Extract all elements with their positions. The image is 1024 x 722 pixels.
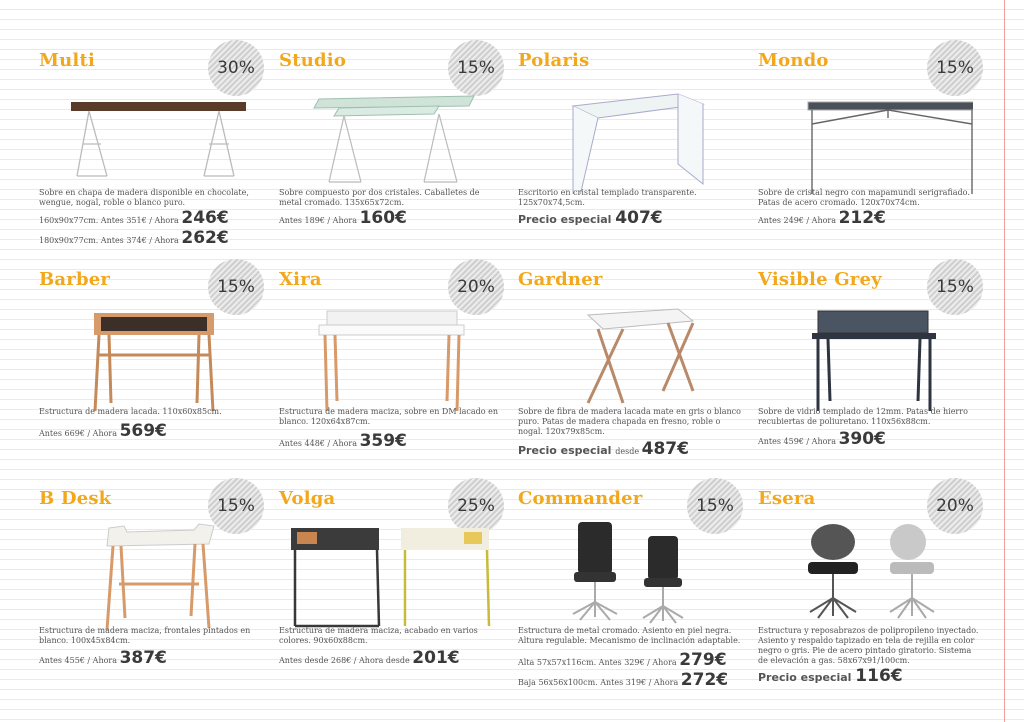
product-description: Estructura de madera maciza, sobre en DM lacado en blanco. 120x64x87cm.: [279, 407, 498, 426]
price-value: 272€: [680, 670, 729, 690]
product-title: Studio: [279, 50, 347, 71]
product-card-multi[interactable]: [39, 50, 264, 260]
price-block: [758, 208, 983, 228]
product-title: Mondo: [758, 50, 829, 71]
product-title: Volga: [279, 488, 336, 509]
price-value: 387€: [119, 648, 167, 668]
product-description: Estructura de madera maciza, acabado en varios colores. 90x60x88cm.: [279, 626, 478, 645]
product-card-visible-grey[interactable]: [758, 269, 983, 479]
product-card-b-desk[interactable]: [39, 488, 264, 698]
product-title: Polaris: [518, 50, 590, 71]
product-title: Visible Grey: [758, 269, 882, 290]
price-value: 212€: [838, 208, 886, 228]
desk-image: [528, 303, 733, 413]
price-value: 262€: [181, 228, 229, 248]
price-block: [518, 650, 743, 690]
product-title: Multi: [39, 50, 96, 71]
price-label: 160x90x77cm. Antes 351€ / Ahora: [39, 216, 182, 225]
price-value: 390€: [838, 429, 886, 449]
discount-text: 15%: [457, 58, 495, 78]
product-card-commander[interactable]: [518, 488, 743, 698]
discount-text: 25%: [457, 496, 495, 516]
price-label: Antes 459€ / Ahora: [758, 437, 839, 446]
desk-image: [768, 84, 973, 194]
product-card-polaris[interactable]: [518, 50, 743, 260]
product-title: Esera: [758, 488, 816, 509]
price-row: [518, 650, 743, 670]
discount-text: 30%: [217, 58, 255, 78]
product-title: B Desk: [39, 488, 112, 509]
product-card-esera[interactable]: [758, 488, 983, 698]
price-value: 201€: [412, 648, 460, 668]
discount-text: 15%: [217, 277, 255, 297]
price-label: Antes 455€ / Ahora: [39, 656, 120, 665]
price-value: 569€: [119, 421, 167, 441]
price-label: Alta 57x57x116cm. Antes 329€ / Ahora: [518, 658, 680, 667]
discount-text: 20%: [936, 496, 974, 516]
price-row: [39, 208, 264, 228]
product-description: Estructura de madera maciza, frontales pintados en blanco. 100x45x84cm.: [39, 626, 251, 645]
product-card-mondo[interactable]: [758, 50, 983, 260]
price-label: Baja 56x56x100cm. Antes 319€ / Ahora: [518, 678, 681, 687]
product-card-studio[interactable]: [279, 50, 504, 260]
price-row: [39, 421, 264, 441]
price-block: [279, 431, 504, 451]
product-card-volga[interactable]: [279, 488, 504, 698]
desk-image: [289, 84, 494, 194]
desk-image: [49, 522, 254, 632]
chair-image: [528, 522, 733, 632]
price-value: 487€: [641, 439, 689, 459]
special-price-label: Precio especial: [758, 671, 856, 684]
price-row: [758, 208, 983, 228]
price-value: 279€: [679, 650, 727, 670]
price-row: [39, 648, 264, 668]
desk-image: [528, 84, 733, 194]
discount-text: 20%: [457, 277, 495, 297]
price-value: 160€: [359, 208, 407, 228]
product-title: Barber: [39, 269, 111, 290]
price-block: [758, 666, 983, 686]
price-block: [518, 439, 743, 459]
discount-text: 15%: [936, 277, 974, 297]
price-label: Antes 448€ / Ahora: [279, 439, 360, 448]
price-value: 359€: [359, 431, 407, 451]
price-desde: desde: [615, 447, 642, 456]
price-row: [279, 208, 504, 228]
product-description: Estructura de madera lacada. 110x60x85cm.: [39, 407, 222, 416]
desk-image: [289, 522, 494, 632]
chair-image: [768, 522, 973, 632]
desk-image: [289, 303, 494, 413]
desk-image: [768, 303, 973, 413]
price-row: [518, 670, 743, 690]
price-row: [39, 228, 264, 248]
price-block: [279, 208, 504, 228]
price-label: Antes 249€ / Ahora: [758, 216, 839, 225]
price-row: [518, 439, 743, 459]
product-description: Sobre compuesto por dos cristales. Caballetes de metal cromado. 135x65x72cm.: [279, 188, 480, 207]
product-title: Commander: [518, 488, 643, 509]
price-label: Antes desde 268€ / Ahora desde: [279, 656, 413, 665]
price-label: Antes 669€ / Ahora: [39, 429, 120, 438]
price-block: [39, 648, 264, 668]
product-description: Escritorio en cristal templado transparente. 125x70x74,5cm.: [518, 188, 697, 207]
product-card-barber[interactable]: [39, 269, 264, 479]
product-description: Estructura y reposabrazos de polipropileno inyectado. Asiento y respaldo tapizado en tela de rejilla en color negro o gris. Pie de acero pintado giratorio. Sistema de elevación a gas. 58x67x91/100cm.: [758, 626, 979, 665]
product-description: Sobre de vidrio templado de 12mm. Patas de hierro recubiertas de poliuretano. 110x56x88cm.: [758, 407, 968, 426]
price-block: [518, 208, 743, 228]
price-label: Antes 189€ / Ahora: [279, 216, 360, 225]
discount-text: 15%: [696, 496, 734, 516]
desk-image: [49, 84, 254, 194]
product-description: Estructura de metal cromado. Asiento en piel negra. Altura regulable. Mecanismo de inclinación adaptable.: [518, 626, 741, 645]
product-description: Sobre en chapa de madera disponible en chocolate, wengue, nogal, roble o blanco puro.: [39, 188, 249, 207]
special-price-label: Precio especial: [518, 213, 616, 226]
price-label: 180x90x77cm. Antes 374€ / Ahora: [39, 236, 182, 245]
price-value: 407€: [615, 208, 663, 228]
notebook-margin-line: [1004, 0, 1005, 722]
price-row: [518, 208, 743, 228]
price-row: [758, 666, 983, 686]
price-block: [39, 421, 264, 441]
product-card-gardner[interactable]: [518, 269, 743, 479]
price-row: [758, 429, 983, 449]
discount-text: 15%: [217, 496, 255, 516]
product-title: Xira: [279, 269, 322, 290]
desk-image: [49, 303, 254, 413]
price-value: 246€: [181, 208, 229, 228]
product-description: Sobre de fibra de madera lacada mate en gris o blanco puro. Patas de madera chapada en fresno, roble o nogal. 120x79x85cm.: [518, 407, 741, 436]
product-card-xira[interactable]: [279, 269, 504, 479]
price-block: [758, 429, 983, 449]
price-row: [279, 648, 504, 668]
price-row: [279, 431, 504, 451]
product-title: Gardner: [518, 269, 603, 290]
product-description: Sobre de cristal negro con mapamundi serigrafiado. Patas de acero cromado. 120x70x74cm.: [758, 188, 970, 207]
price-block: [279, 648, 504, 668]
price-block: [39, 208, 264, 248]
discount-text: 15%: [936, 58, 974, 78]
price-value: 116€: [855, 666, 903, 686]
special-price-label: Precio especial: [518, 444, 616, 457]
